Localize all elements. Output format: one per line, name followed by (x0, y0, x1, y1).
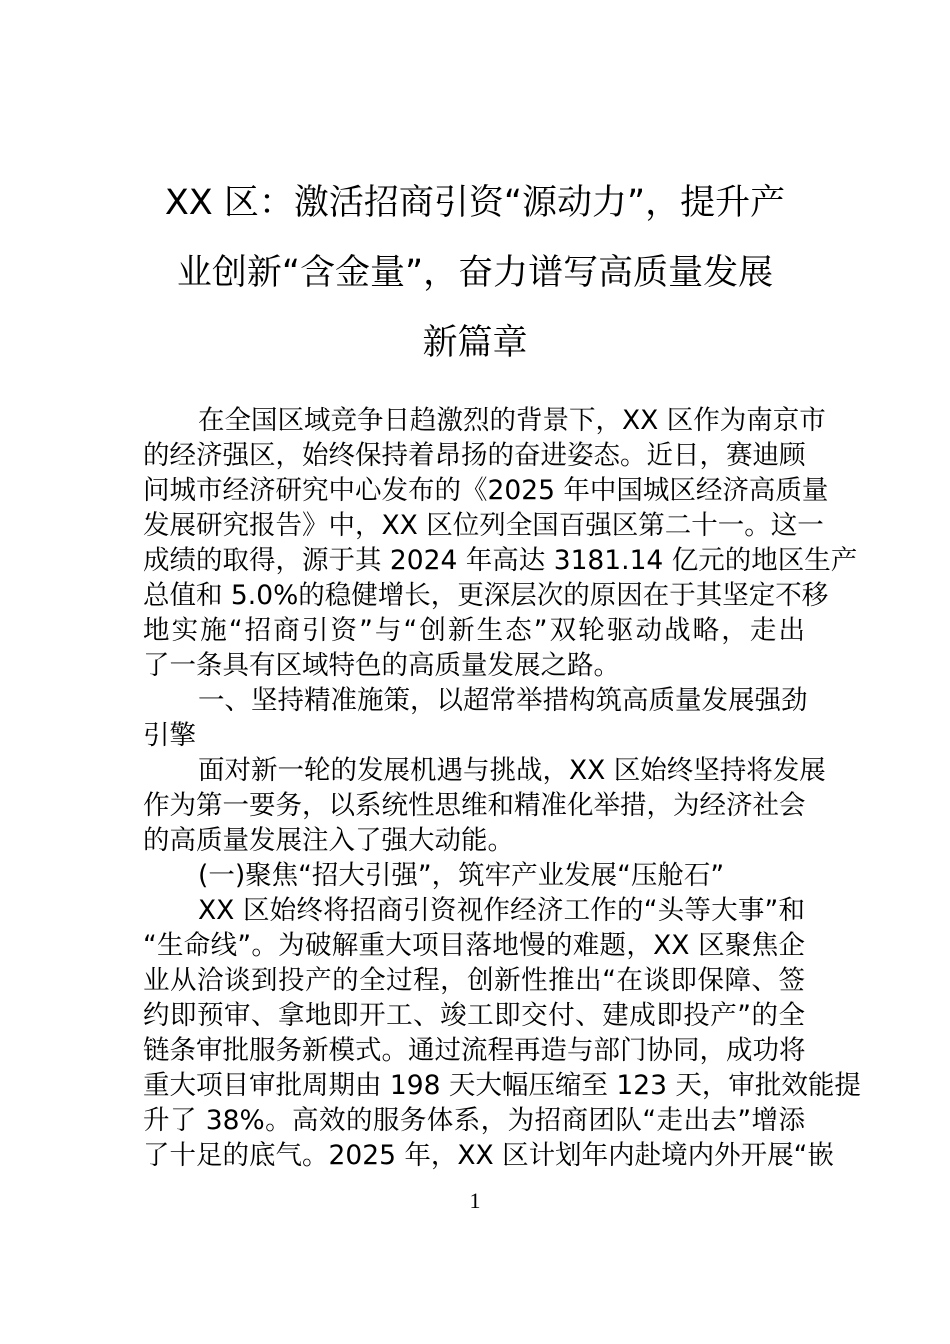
text-line: 的经济强区，始终保持着昂扬的奋进姿态。近日，赛迪顾 (143, 440, 806, 471)
text-line: 升了 38%。高效的服务体系，为招商团队“走出去”增添 (143, 1105, 805, 1136)
paragraph (143, 403, 858, 683)
text-line: 一、坚持精准施策，以超常举措构筑高质量发展强劲 (198, 685, 808, 716)
text-line: 成绩的取得，源于其 2024 年高达 3181.14 亿元的地区生产 (143, 545, 858, 576)
text-line: 了一条具有区域特色的高质量发展之路。 (143, 650, 620, 681)
text-line: 引擎 (143, 720, 196, 751)
text-line: 在全国区域竞争日趋激烈的背景下，XX 区作为南京市 (198, 405, 826, 436)
text-line: 了十足的底气。2025 年，XX 区计划年内赴境内外开展“嵌 (143, 1140, 834, 1171)
text-line: 总值和 5.0%的稳健增长，更深层次的原因在于其坚定不移 (143, 580, 829, 611)
subsection-heading (143, 858, 805, 893)
text-line: 发展研究报告》中，XX 区位列全国百强区第二十一。这一 (143, 510, 824, 541)
text-line: 的高质量发展注入了强大动能。 (143, 825, 514, 856)
page-number: 1 (469, 1188, 481, 1213)
title-line: XX 区：激活招商引资“源动力”，提升产 (164, 183, 786, 223)
text-line: 链条审批服务新模式。通过流程再造与部门协同，成功将 (143, 1035, 806, 1066)
text-line: 地实施“招商引资”与“创新生态”双轮驱动战略，走出 (143, 615, 805, 646)
text-line: 面对新一轮的发展机遇与挑战，XX 区始终坚持将发展 (198, 755, 826, 786)
paragraph (143, 893, 861, 1173)
text-line: “生命线”。为破解重大项目落地慢的难题，XX 区聚焦企 (143, 930, 805, 961)
text-line: 约即预审、拿地即开工、竣工即交付、建成即投产”的全 (143, 1000, 805, 1031)
text-line: 业从洽谈到投产的全过程，创新性推出“在谈即保障、签 (143, 965, 805, 996)
text-line: 作为第一要务，以系统性思维和精准化举措，为经济社会 (143, 790, 806, 821)
document-body (143, 403, 861, 1173)
document-title (0, 168, 950, 378)
text-line: XX 区始终将招商引资视作经济工作的“头等大事”和 (198, 895, 805, 926)
paragraph (143, 753, 826, 858)
section-heading (143, 683, 808, 753)
title-line: 业创新“含金量”，奋力谱写高质量发展 (176, 253, 774, 293)
text-line: 问城市经济研究中心发布的《2025 年中国城区经济高质量 (143, 475, 829, 506)
text-line: 重大项目审批周期由 198 天大幅压缩至 123 天，审批效能提 (143, 1070, 861, 1101)
title-line: 新篇章 (422, 323, 528, 363)
text-line: (一)聚焦“招大引强”，筑牢产业发展“压舱石” (198, 860, 725, 891)
